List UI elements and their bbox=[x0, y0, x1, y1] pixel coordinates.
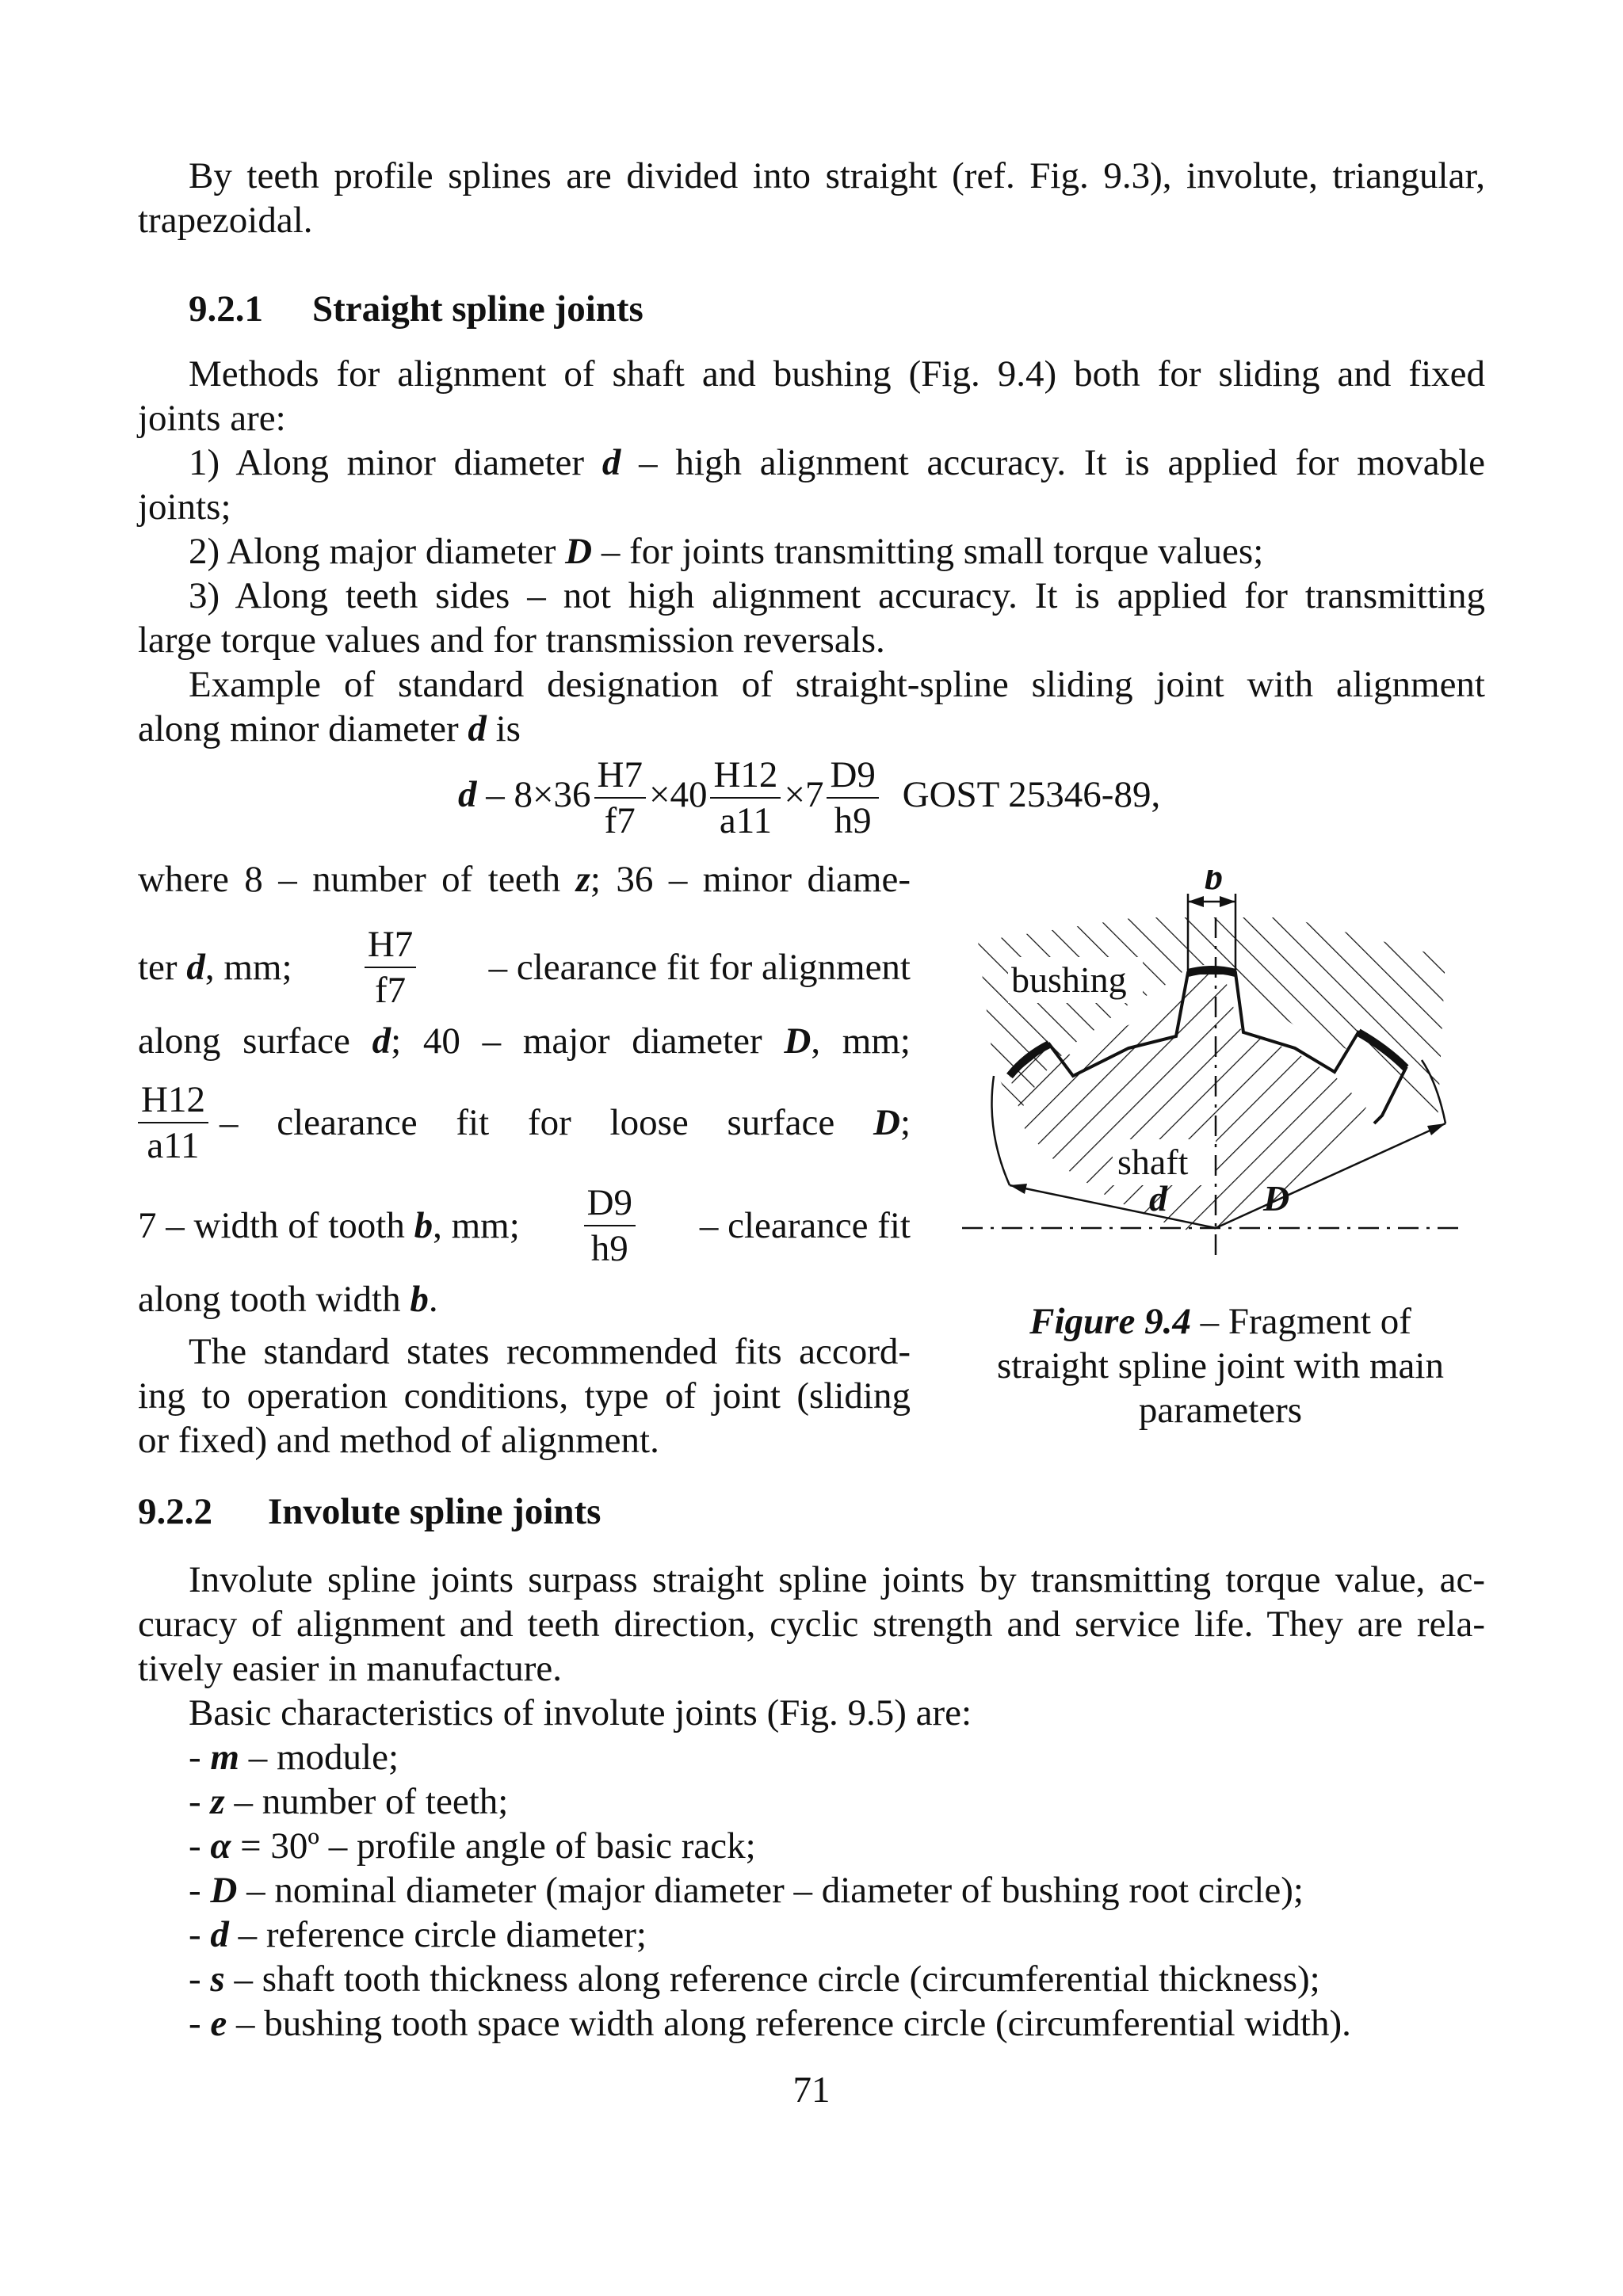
example-line-1: Example of standard designation of straight-spline sliding joint with alignment bbox=[189, 664, 1485, 705]
intro-line-2: trapezoidal. bbox=[138, 200, 313, 241]
label-D: D bbox=[1263, 1178, 1290, 1219]
characteristics-list bbox=[138, 1735, 1485, 2046]
methods-lead-1: Methods for alignment of shaft and bushing (Fig. 9.4) both for sliding and fixed bbox=[189, 353, 1485, 395]
formula-part-1: – 8×36 bbox=[476, 773, 591, 815]
list-item: - d – reference circle diameter; bbox=[189, 1914, 647, 1955]
involute-line-1: Involute spline joints surpass straight spline joints by transmitting torque value, ac- bbox=[189, 1559, 1485, 1600]
standard-line-3: or fixed) and method of alignment. bbox=[138, 1420, 659, 1461]
involute-line-4: Basic characteristics of involute joints (Fig. 9.5) are: bbox=[189, 1692, 972, 1733]
formula-fraction-2: $\frac{H12}{a11}$ bbox=[710, 753, 781, 843]
where-line-2: ter d, mm; $\frac{H7}{f7}$ – clearance fit for alignment bbox=[138, 924, 911, 1011]
formula-part-3: ×7 bbox=[784, 773, 824, 815]
figure-spline-fragment bbox=[962, 870, 1461, 1282]
example-line-2: along minor diameter d is bbox=[138, 708, 521, 749]
formula-fraction-1: $\frac{H7}{f7}$ bbox=[594, 753, 646, 843]
label-d: d bbox=[1149, 1178, 1167, 1219]
method-item-3-cont: large torque values and for transmission reversals. bbox=[138, 620, 885, 661]
section-heading-921 bbox=[189, 287, 643, 331]
list-item: - α = 30º – profile angle of basic rack; bbox=[189, 1825, 756, 1867]
where-block bbox=[138, 857, 911, 1463]
section-title: Straight spline joints bbox=[312, 288, 643, 330]
involute-block bbox=[138, 1558, 1485, 2046]
method-item-1-cont: joints; bbox=[138, 486, 231, 528]
methods-block bbox=[138, 352, 1485, 751]
method-item-3: 3) Along teeth sides – not high alignment accuracy. It is applied for transmitting bbox=[189, 575, 1485, 616]
list-item: - m – module; bbox=[189, 1737, 399, 1778]
list-item: - D – nominal diameter (major diameter – diameter of bushing root circle); bbox=[189, 1870, 1304, 1911]
designation-formula bbox=[0, 753, 1623, 848]
tooth-arc-top bbox=[1188, 970, 1235, 973]
where-line-4: $\frac{H12}{a11}$ – clearance fit for loose surface D; bbox=[138, 1071, 911, 1174]
standard-line-1: The standard states recommended fits accord- bbox=[189, 1331, 911, 1372]
methods-lead-2: joints are: bbox=[138, 398, 286, 439]
involute-line-2: curacy of alignment and teeth direction, cyclic strength and service life. They are rela- bbox=[138, 1604, 1485, 1645]
label-bushing: bushing bbox=[1011, 959, 1127, 1000]
figure-caption: Figure 9.4 – Fragment of straight spline joint with main parameters bbox=[997, 1301, 1444, 1431]
where-line-1: where 8 – number of teeth z; 36 – minor diame- bbox=[138, 859, 911, 900]
label-b: b bbox=[1205, 870, 1223, 897]
formula-part-2: ×40 bbox=[648, 773, 708, 815]
page-number: 71 bbox=[792, 2069, 831, 2111]
caption-label: Figure 9.4 bbox=[1029, 1301, 1191, 1342]
section-number: 9.2.1 bbox=[189, 288, 263, 330]
standard-line-2: ing to operation conditions, type of joint (sliding bbox=[138, 1375, 911, 1417]
intro-line-1: By teeth profile splines are divided into straight (ref. Fig. 9.3), involute, triangular, bbox=[189, 155, 1485, 196]
label-shaft: shaft bbox=[1117, 1142, 1189, 1182]
formula-fraction-3: $\frac{D9}{h9}$ bbox=[827, 753, 878, 843]
formula-standard: GOST 25346-89, bbox=[902, 773, 1161, 815]
where-line-3: along surface d; 40 – major diameter D, mm; bbox=[138, 1020, 911, 1062]
formula-symbol: d bbox=[458, 773, 477, 815]
method-item-2: 2) Along major diameter D – for joints transmitting small torque values; bbox=[189, 531, 1264, 572]
section-number: 9.2.2 bbox=[138, 1491, 212, 1532]
list-item: - e – bushing tooth space width along reference circle (circumferential width). bbox=[189, 2003, 1351, 2044]
intro-paragraph bbox=[138, 154, 1485, 242]
spline-drawing bbox=[962, 870, 1461, 1282]
where-line-5: 7 – width of tooth b, mm; $\frac{D9}{h9}$ – clearance fit bbox=[138, 1182, 911, 1269]
section-title: Involute spline joints bbox=[268, 1491, 601, 1532]
where-line-6: along tooth width b. bbox=[138, 1279, 438, 1320]
section-heading-922 bbox=[138, 1489, 601, 1534]
list-item: - z – number of teeth; bbox=[189, 1781, 509, 1822]
method-item-1: 1) Along minor diameter d – high alignment accuracy. It is applied for movable bbox=[189, 442, 1486, 483]
involute-line-3: tively easier in manufacture. bbox=[138, 1648, 563, 1689]
list-item: - s – shaft tooth thickness along reference circle (circumferential thickness); bbox=[189, 1958, 1320, 2000]
